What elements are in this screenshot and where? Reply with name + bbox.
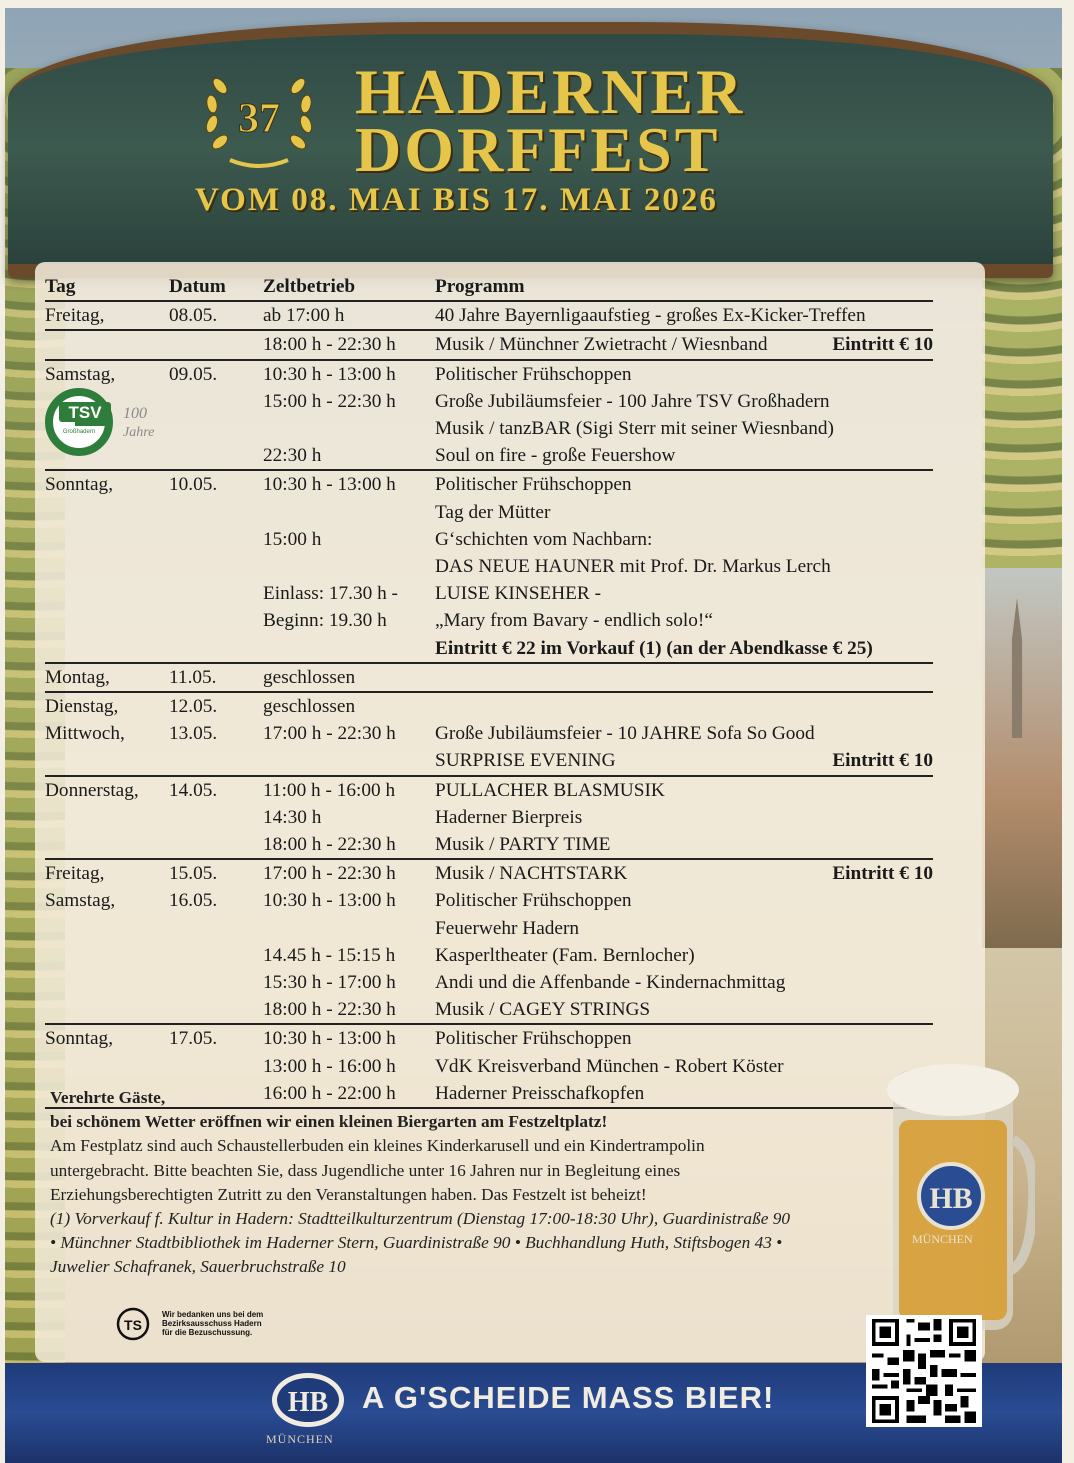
qr-code[interactable] xyxy=(866,1315,982,1427)
tsv-years: 100 xyxy=(123,405,147,422)
row-datum xyxy=(169,442,263,470)
schedule-row xyxy=(45,1024,933,1052)
header-datum: Datum xyxy=(169,273,263,301)
row-programm xyxy=(435,720,933,747)
schedule-row xyxy=(45,526,933,553)
row-programm-cell xyxy=(435,747,933,775)
notes-line-3: Erziehungsberechtigten Zutritt zu den Veranstaltungen haben. Das Festzelt ist beheizt! xyxy=(50,1184,647,1204)
tsv-jahre: Jahre xyxy=(123,425,155,440)
row-programm-text: 40 Jahre Bayernligaaufstieg - großes Ex-Kicker-Treffen xyxy=(435,305,866,327)
row-tag xyxy=(45,942,169,969)
schedule-row xyxy=(45,1053,933,1080)
village-scene xyxy=(982,568,1062,948)
row-programm-cell xyxy=(435,470,933,498)
row-zeltbetrieb: 18:00 h - 22:30 h xyxy=(263,330,435,359)
tsv-sub: Großhadern xyxy=(62,429,96,435)
row-programm-cell xyxy=(435,859,933,887)
row-programm-text: Politischer Frühschoppen xyxy=(435,363,632,385)
row-tag xyxy=(45,580,169,607)
row-datum: 17.05. xyxy=(169,1028,218,1050)
schedule-row xyxy=(45,692,933,720)
row-programm-text: Kasperltheater (Fam. Bernlocher) xyxy=(435,944,695,966)
row-datum: 13.05. xyxy=(169,723,218,745)
schedule-row xyxy=(45,499,933,526)
row-programm-cell xyxy=(435,388,933,415)
schedule-row xyxy=(45,388,933,415)
row-datum: 10.05. xyxy=(169,474,218,496)
row-datum: 12.05. xyxy=(169,696,218,718)
row-tag: Samstag, xyxy=(45,363,116,385)
row-tag: Donnerstag, xyxy=(45,779,139,801)
row-programm-cell xyxy=(435,776,933,804)
row-tag xyxy=(45,553,169,580)
tsv-100-jahre-logo xyxy=(45,388,165,456)
row-datum xyxy=(169,388,263,415)
row-zeltbetrieb: 10:30 h - 13:00 h xyxy=(263,890,396,912)
row-programm xyxy=(435,471,933,498)
row-programm-text: G‘schichten vom Nachbarn: xyxy=(435,528,653,550)
header-programm: Programm xyxy=(435,273,933,301)
row-zeltbetrieb: Einlass: 17.30 h - xyxy=(263,583,398,605)
row-datum: 16.05. xyxy=(169,890,218,912)
row-zeltbetrieb: 10:30 h - 13:00 h xyxy=(263,1028,396,1050)
row-zeltbetrieb: 15:00 h xyxy=(263,528,322,550)
row-tag xyxy=(45,1053,169,1080)
row-tag xyxy=(45,969,169,996)
row-zeltbetrieb: 15:30 h - 17:00 h xyxy=(263,972,396,994)
row-programm xyxy=(435,915,933,942)
row-tag xyxy=(45,915,169,942)
row-programm-cell xyxy=(435,635,933,663)
row-programm xyxy=(435,887,933,914)
row-programm-cell xyxy=(435,415,933,442)
row-zeltbetrieb: 11:00 h - 16:00 h xyxy=(263,779,396,801)
row-tag xyxy=(45,804,169,831)
row-datum xyxy=(169,553,263,580)
row-programm xyxy=(435,1053,933,1080)
row-programm xyxy=(435,415,933,442)
row-datum xyxy=(169,831,263,859)
schedule-row xyxy=(45,301,933,330)
schedule-row xyxy=(45,887,933,914)
festival-dates: VOM 08. MAI BIS 17. MAI 2026 xyxy=(195,182,718,218)
row-tag xyxy=(45,607,169,634)
row-programm xyxy=(435,553,933,580)
row-programm xyxy=(435,635,933,662)
row-tag xyxy=(45,996,169,1024)
row-zeltbetrieb: ab 17:00 h xyxy=(263,301,435,330)
row-zeltbetrieb: geschlossen xyxy=(263,696,356,718)
row-programm-cell xyxy=(435,887,933,914)
row-programm-text: Große Jubiläumsfeier - 10 JAHRE Sofa So Good xyxy=(435,723,815,745)
row-programm-cell xyxy=(435,553,933,580)
row-programm xyxy=(435,860,933,887)
row-programm-text: Haderner Preisschafkopfen xyxy=(435,1082,645,1104)
row-programm-cell xyxy=(435,663,933,692)
schedule-row xyxy=(45,360,933,388)
row-programm xyxy=(435,526,933,553)
hb-logo xyxy=(268,1368,348,1428)
row-datum xyxy=(169,942,263,969)
row-datum: 09.05. xyxy=(169,363,218,385)
schedule-row xyxy=(45,776,933,804)
row-programm-text: Haderner Bierpreis xyxy=(435,806,583,828)
row-zeltbetrieb: 14.45 h - 15:15 h xyxy=(263,944,396,966)
row-zeltbetrieb: 16:00 h - 22:00 h xyxy=(263,1080,435,1108)
schedule-header-row xyxy=(45,273,933,301)
schedule-row xyxy=(45,415,933,442)
schedule-row xyxy=(45,915,933,942)
thanks-line-1: Wir bedanken uns bei dem xyxy=(162,1310,264,1319)
row-zeltbetrieb: 15:00 h - 22:30 h xyxy=(263,390,396,412)
vorverkauf-line-1: (1) Vorverkauf f. Kultur in Hadern: Stadtteilkulturzentrum (Dienstag 17:00-18:30 Uhr), Guardinistraße 90 xyxy=(50,1209,790,1229)
header-zeltbetrieb: Zeltbetrieb xyxy=(263,273,435,301)
row-zeltbetrieb xyxy=(263,747,435,775)
row-programm xyxy=(435,747,933,774)
header-tag: Tag xyxy=(45,273,169,301)
row-zeltbetrieb xyxy=(263,415,435,442)
row-programm xyxy=(435,1025,933,1052)
row-programm-text: Eintritt € 22 im Vorkauf (1) (an der Abendkasse € 25) xyxy=(435,637,873,659)
row-programm xyxy=(435,331,933,358)
schedule-row xyxy=(45,442,933,470)
vorverkauf-line-2: • Münchner Stadtbibliothek im Haderner Stern, Guardinistraße 90 • Buchhandlung Huth, Stiftsbogen 43 • xyxy=(50,1233,783,1253)
row-zeltbetrieb: 18:00 h - 22:30 h xyxy=(263,996,435,1024)
row-programm-text: PULLACHER BLASMUSIK xyxy=(435,779,665,801)
row-datum xyxy=(169,607,263,634)
row-zeltbetrieb: geschlossen xyxy=(263,663,435,692)
row-programm xyxy=(435,607,933,634)
row-programm xyxy=(435,831,933,858)
row-programm-cell xyxy=(435,442,933,470)
schedule-row xyxy=(45,859,933,887)
row-zeltbetrieb xyxy=(263,499,435,526)
edition-number: 37 xyxy=(238,96,280,142)
row-zeltbetrieb: 10:30 h - 13:00 h xyxy=(263,363,396,385)
row-programm-text: Musik / CAGEY STRINGS xyxy=(435,999,651,1021)
row-tag: Freitag, xyxy=(45,863,105,885)
row-programm-cell xyxy=(435,804,933,831)
row-programm-text: „Mary from Bavary - endlich solo!“ xyxy=(435,610,713,632)
schedule-row xyxy=(45,330,933,359)
row-zeltbetrieb xyxy=(263,635,435,663)
row-tag: Sonntag, xyxy=(45,1028,114,1050)
row-programm-cell xyxy=(435,526,933,553)
row-programm-cell xyxy=(435,831,933,859)
row-programm-text: Politischer Frühschoppen xyxy=(435,890,632,912)
row-programm-cell xyxy=(435,996,933,1024)
row-datum xyxy=(169,330,263,359)
row-programm-text: Soul on fire - große Feuershow xyxy=(435,445,676,467)
row-tag xyxy=(45,499,169,526)
notes-greeting: Verehrte Gäste, xyxy=(50,1088,166,1107)
row-programm-text: Andi und die Affenbande - Kindernachmittag xyxy=(435,972,786,994)
row-zeltbetrieb: 13:00 h - 16:00 h xyxy=(263,1055,396,1077)
banner-slogan: A G'SCHEIDE MASS BIER! xyxy=(362,1380,775,1415)
row-entry-fee: Eintritt € 10 xyxy=(832,334,933,356)
schedule-row xyxy=(45,720,933,747)
row-programm-text: LUISE KINSEHER - xyxy=(435,583,602,605)
row-datum xyxy=(169,580,263,607)
row-programm-cell xyxy=(435,330,933,359)
row-programm-cell xyxy=(435,942,933,969)
row-zeltbetrieb: 10:30 h - 13:00 h xyxy=(263,474,396,496)
row-datum xyxy=(169,996,263,1024)
row-tag: Samstag, xyxy=(45,890,116,912)
hb-city: MÜNCHEN xyxy=(266,1432,334,1446)
notes-line-1: Am Festplatz sind auch Schaustellerbuden ein kleines Kinderkarusell und ein Kindertrampolin xyxy=(50,1136,705,1156)
row-tag: Mittwoch, xyxy=(45,723,125,745)
row-programm-text: Musik / NACHTSTARK xyxy=(435,863,628,885)
row-tag: Montag, xyxy=(45,663,169,692)
row-zeltbetrieb xyxy=(263,915,435,942)
row-zeltbetrieb: 17:00 h - 22:30 h xyxy=(263,723,396,745)
row-zeltbetrieb: 17:00 h - 22:30 h xyxy=(263,863,396,885)
row-programm-text: DAS NEUE HAUNER mit Prof. Dr. Markus Lerch xyxy=(435,556,831,578)
row-programm-cell xyxy=(435,969,933,996)
row-programm-cell xyxy=(435,720,933,747)
schedule-row xyxy=(45,663,933,692)
row-programm-cell xyxy=(435,692,933,720)
row-programm-text: Musik / tanzBAR (Sigi Sterr mit seiner Wiesnband) xyxy=(435,418,834,440)
row-tag: Sonntag, xyxy=(45,474,114,496)
row-zeltbetrieb: Beginn: 19.30 h xyxy=(263,610,387,632)
row-programm-text: Musik / Münchner Zwietracht / Wiesnband xyxy=(435,334,768,356)
tsg-logo xyxy=(115,1306,155,1342)
svg-text:HB: HB xyxy=(929,1182,973,1215)
mug-city: MÜNCHEN xyxy=(912,1232,973,1246)
row-datum: 11.05. xyxy=(169,663,263,692)
row-tag xyxy=(45,747,169,775)
row-programm-text: Politischer Frühschoppen xyxy=(435,1028,632,1050)
beer-mug-image xyxy=(885,1060,1035,1350)
row-zeltbetrieb: 14:30 h xyxy=(263,806,322,828)
row-programm-cell xyxy=(435,1024,933,1052)
row-programm-cell xyxy=(435,580,933,607)
row-datum xyxy=(169,915,263,942)
row-programm-text: Feuerwehr Hadern xyxy=(435,917,580,939)
row-entry-fee: Eintritt € 10 xyxy=(832,750,933,772)
row-programm-cell xyxy=(435,915,933,942)
laurel-wreath-badge xyxy=(190,62,328,174)
row-tag xyxy=(45,526,169,553)
schedule-row xyxy=(45,831,933,859)
row-zeltbetrieb: 22:30 h xyxy=(263,442,435,470)
row-datum: 14.05. xyxy=(169,779,218,801)
row-programm xyxy=(435,442,933,469)
row-datum: 08.05. xyxy=(169,301,263,330)
schedule-row xyxy=(45,470,933,498)
schedule-body xyxy=(45,301,933,1108)
schedule-row xyxy=(45,747,933,775)
row-zeltbetrieb: 18:00 h - 22:30 h xyxy=(263,831,435,859)
vorverkauf-line-3: Juwelier Schafranek, Sauerbruchstraße 10 xyxy=(50,1257,346,1277)
row-programm-text: Politischer Frühschoppen xyxy=(435,474,632,496)
svg-text:TS: TS xyxy=(124,1317,142,1333)
row-datum xyxy=(169,1053,263,1080)
row-programm xyxy=(435,499,933,526)
row-datum xyxy=(169,804,263,831)
row-programm-cell xyxy=(435,301,933,330)
row-datum xyxy=(169,499,263,526)
row-datum xyxy=(169,415,263,442)
row-tag: Dienstag, xyxy=(45,696,119,718)
row-datum xyxy=(169,526,263,553)
tsv-text: TSV xyxy=(68,403,102,422)
notes-biergarten: bei schönem Wetter eröffnen wir einen kleinen Biergarten am Festzeltplatz! xyxy=(50,1112,608,1132)
hb-logo-text: HB xyxy=(287,1387,329,1418)
row-programm xyxy=(435,942,933,969)
schedule-row xyxy=(45,580,933,607)
row-programm xyxy=(435,388,933,415)
row-programm xyxy=(435,804,933,831)
row-tag: Freitag, xyxy=(45,301,169,330)
row-datum xyxy=(169,635,263,663)
schedule-row xyxy=(45,942,933,969)
thanks-line-2: Bezirksausschuss Hadern xyxy=(162,1319,262,1328)
notes-line-2: untergebracht. Bitte beachten Sie, dass Jugendliche unter 16 Jahren nur in Begleitung eines xyxy=(50,1160,681,1180)
row-programm-text: Musik / PARTY TIME xyxy=(435,834,611,856)
schedule-row xyxy=(45,996,933,1024)
schedule-row xyxy=(45,553,933,580)
row-programm-cell xyxy=(435,1053,933,1080)
row-tag xyxy=(45,831,169,859)
row-programm xyxy=(435,969,933,996)
title-line-1: HADERNER xyxy=(355,56,746,127)
row-tag xyxy=(45,330,169,359)
row-programm xyxy=(435,302,933,329)
row-datum xyxy=(169,969,263,996)
row-programm xyxy=(435,996,933,1023)
row-programm-cell xyxy=(435,360,933,388)
row-datum xyxy=(169,747,263,775)
row-programm xyxy=(435,361,933,388)
row-entry-fee: Eintritt € 10 xyxy=(832,863,933,885)
schedule-table xyxy=(45,273,933,1109)
schedule-row xyxy=(45,969,933,996)
row-programm-text: Große Jubiläumsfeier - 100 Jahre TSV Großhadern xyxy=(435,390,830,412)
notes-section xyxy=(50,1086,930,1280)
row-programm xyxy=(435,580,933,607)
schedule-row xyxy=(45,607,933,634)
row-tag xyxy=(45,635,169,663)
row-programm-text: SURPRISE EVENING xyxy=(435,750,616,772)
row-programm-cell xyxy=(435,499,933,526)
row-programm-cell xyxy=(435,607,933,634)
row-programm-text: VdK Kreisverband München - Robert Köster xyxy=(435,1055,784,1077)
thanks-text xyxy=(162,1310,312,1337)
row-programm-text: Tag der Mütter xyxy=(435,501,551,523)
schedule-row xyxy=(45,635,933,663)
title-line-2: DORFFEST xyxy=(355,114,721,185)
row-zeltbetrieb xyxy=(263,553,435,580)
thanks-line-3: für die Bezuschussung. xyxy=(162,1328,253,1337)
row-programm xyxy=(435,777,933,804)
schedule-row xyxy=(45,804,933,831)
row-datum: 15.05. xyxy=(169,863,218,885)
